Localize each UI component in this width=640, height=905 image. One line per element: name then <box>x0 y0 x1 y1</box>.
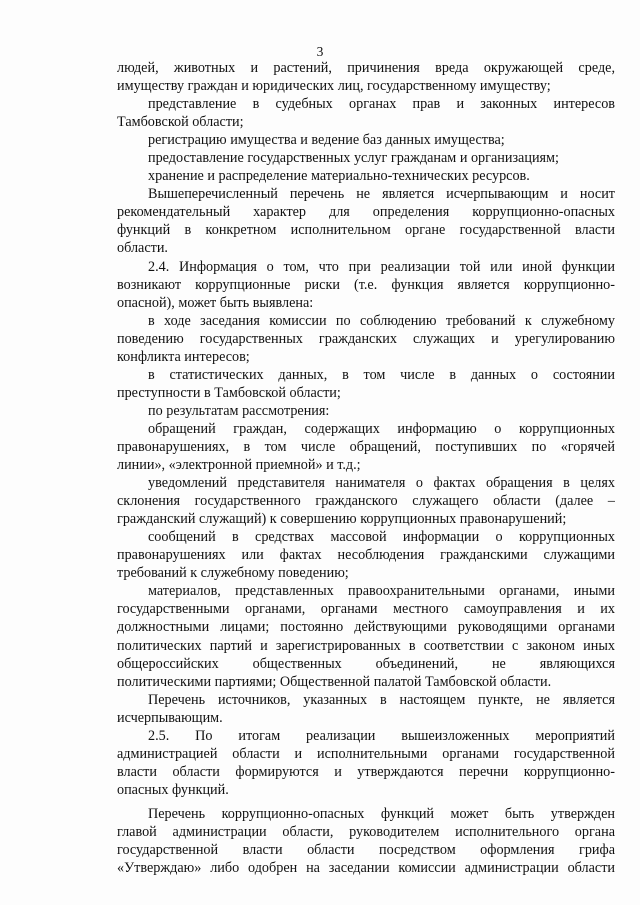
text-line: сообщений в средствах массовой информации о коррупционных <box>148 529 615 546</box>
text-line: поведению государственных гражданских служащих и урегулированию <box>117 330 615 347</box>
text-line: «Утверждаю» либо одобрен на заседании комиссии администрации области <box>117 860 615 877</box>
text-line: хранение и распределение материально-технических ресурсов. <box>148 168 530 185</box>
text-line: политическими партиями; Общественной палатой Тамбовской области. <box>117 673 552 690</box>
text-line: правонарушениях, в том числе обращений, поступивших по «горячей <box>117 438 615 455</box>
text-line: гражданский служащий) к совершению коррупционных правонарушений; <box>117 511 567 528</box>
text-line: власти области формируются и утверждаются перечни коррупционно- <box>117 763 615 780</box>
text-line: требований к служебному поведению; <box>117 565 349 582</box>
text-line: склонения государственного гражданского служащего области (далее – <box>117 493 615 510</box>
text-line: правонарушениях или фактах несоблюдения гражданскими служащими <box>117 547 615 564</box>
text-line: Тамбовской области; <box>117 114 244 131</box>
text-line: Перечень коррупционно-опасных функций может быть утвержден <box>148 805 615 822</box>
text-line: Перечень источников, указанных в настоящем пункте, не является <box>148 691 615 708</box>
text-line: Вышеперечисленный перечень не является исчерпывающим и носит <box>148 186 615 203</box>
page-number: 3 <box>316 44 324 59</box>
text-line: людей, животных и растений, причинения вреда окружающей среде, <box>117 60 615 76</box>
text-line: исчерпывающим. <box>117 709 223 726</box>
text-line: администрацией области и исполнительными органами государственной <box>117 745 615 762</box>
document-body <box>117 59 615 877</box>
text-line: государственными органами, органами местного самоуправления и их <box>117 601 615 618</box>
text-line: материалов, представленных правоохранительными органами, иными <box>148 583 615 600</box>
text-line: по результатам рассмотрения: <box>148 402 330 419</box>
text-line: линии», «электронной приемной» и т.д.; <box>117 457 361 474</box>
text-line: преступности в Тамбовской области; <box>117 384 341 401</box>
text-line: общероссийских общественных объединений, не являющихся <box>117 655 615 672</box>
text-line: 2.5. По итогам реализации вышеизложенных мероприятий <box>148 727 615 744</box>
text-line: должностными лицами; постоянно действующими руководящими органами <box>117 619 615 636</box>
text-line: главой администрации области, руководителем исполнительного органа <box>117 823 615 840</box>
text-line: государственной власти области посредством оформления грифа <box>117 842 615 859</box>
text-line: в статистических данных, в том числе в данных о состоянии <box>148 366 615 383</box>
text-line: политических партий и зарегистрированных в соответствии с законом иных <box>117 637 615 654</box>
text-line: в ходе заседания комиссии по соблюдению требований к служебному <box>148 312 615 329</box>
text-line: функций в конкретном исполнительном органе государственной власти <box>117 222 615 239</box>
text-line: рекомендательный характер для определения коррупционно-опасных <box>117 204 615 221</box>
text-line: опасных функций. <box>117 781 229 798</box>
text-line: области. <box>117 240 168 257</box>
text-line: опасной), может быть выявлена: <box>117 294 314 311</box>
text-line: имуществу граждан и юридических лиц, государственному имуществу; <box>117 78 551 95</box>
text-line: регистрацию имущества и ведение баз данных имущества; <box>148 132 505 149</box>
text-line: предоставление государственных услуг гражданам и организациям; <box>148 150 559 167</box>
text-line: обращений граждан, содержащих информацию о коррупционных <box>148 420 615 437</box>
text-line: уведомлений представителя нанимателя о фактах обращения в целях <box>148 475 615 492</box>
text-line: представление в судебных органах прав и законных интересов <box>148 96 615 113</box>
text-line: 2.4. Информация о том, что при реализации той или иной функции <box>148 258 615 275</box>
text-line: возникают коррупционные риски (т.е. функция является коррупционно- <box>117 276 615 293</box>
text-line: конфликта интересов; <box>117 348 250 365</box>
